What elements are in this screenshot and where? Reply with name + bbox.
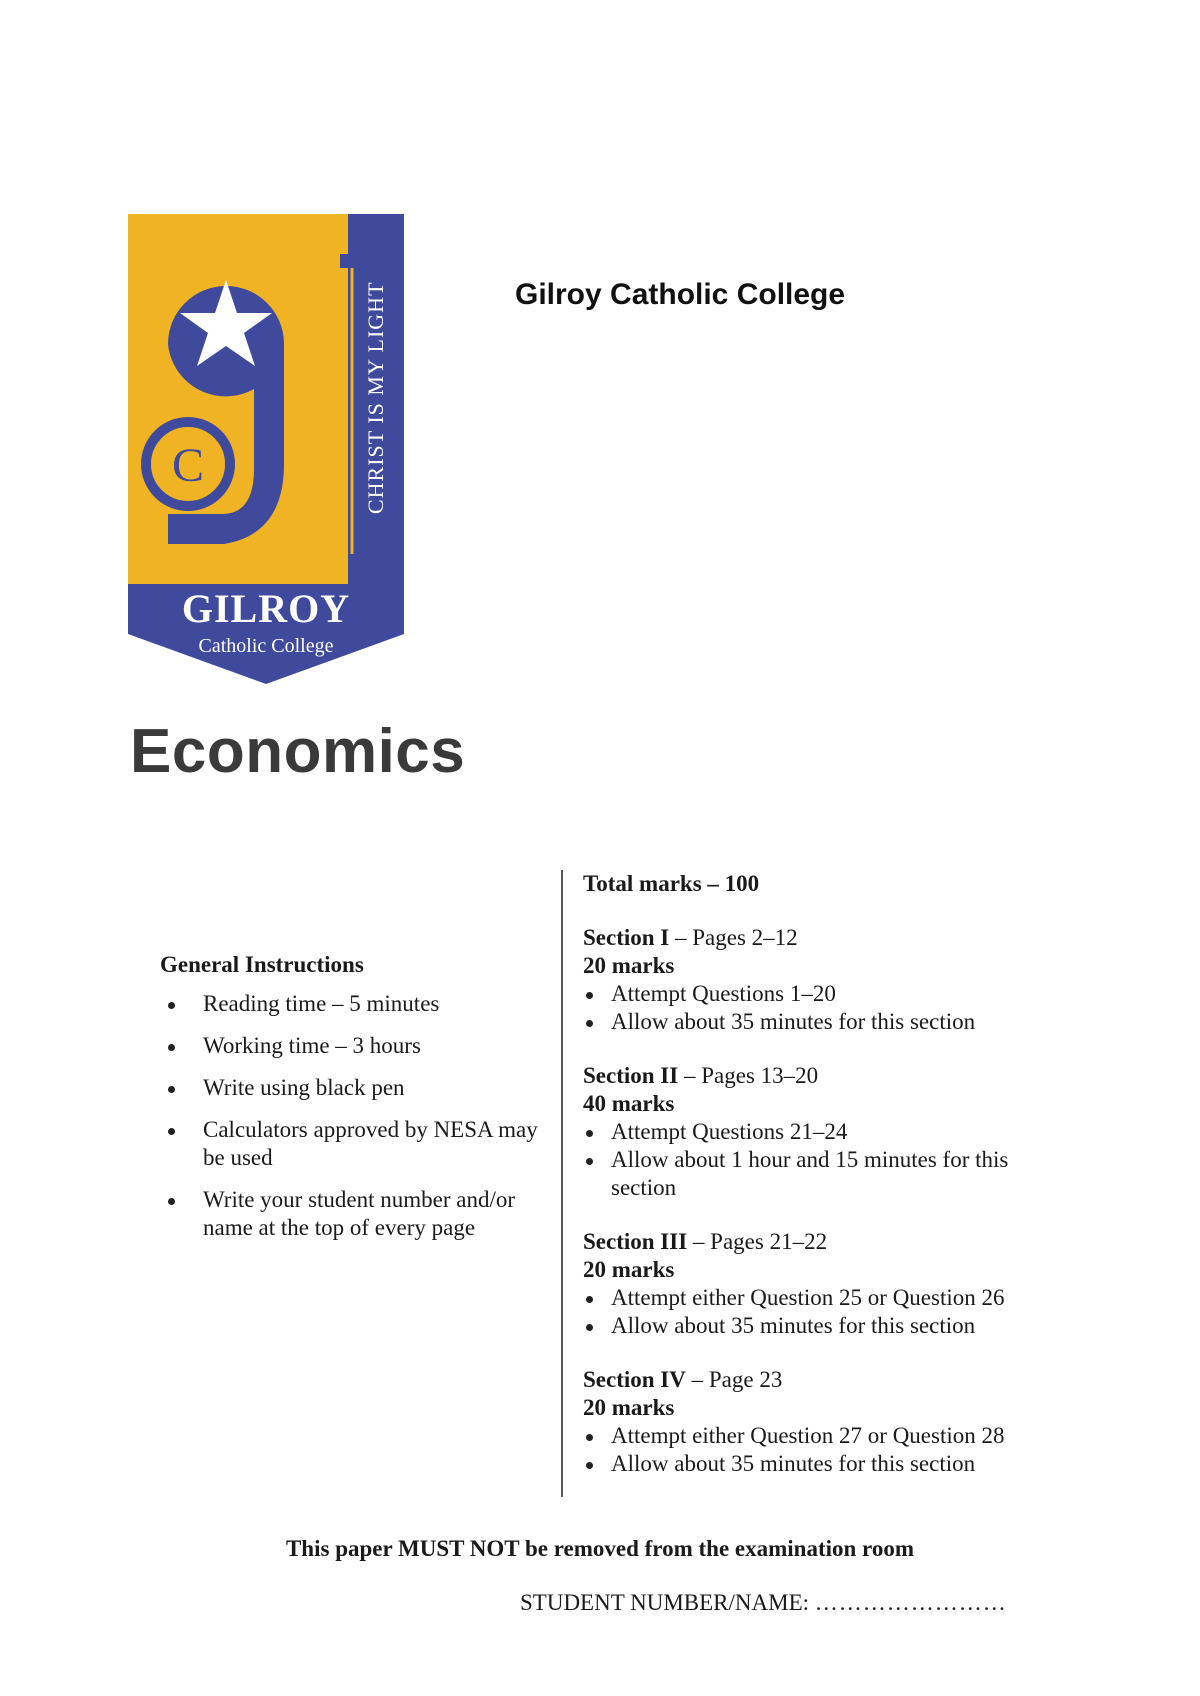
section-instruction-item: Allow about 35 minutes for this section (583, 1450, 1053, 1478)
section-pages: – Page 23 (685, 1367, 783, 1392)
instruction-item: Write your student number and/or name at the top of every page (160, 1186, 560, 1242)
section-pages: – Pages 13–20 (678, 1063, 819, 1088)
student-number-blank: …………………… (814, 1590, 1007, 1615)
section-instruction-item: Allow about 1 hour and 15 minutes for this section (583, 1146, 1053, 1202)
section-instruction-item: Attempt Questions 21–24 (583, 1118, 1053, 1146)
general-instructions-title: General Instructions (160, 952, 364, 977)
instruction-item: Calculators approved by NESA may be used (160, 1116, 560, 1172)
section-instructions (583, 1284, 1053, 1340)
section-heading (583, 1062, 1053, 1090)
section-4 (583, 1366, 1053, 1478)
crest-initial: C (171, 439, 205, 492)
section-name: Section III (583, 1229, 688, 1254)
student-number-field (520, 1590, 1007, 1616)
crest-name: GILROY (181, 586, 351, 631)
instruction-item: Working time – 3 hours (160, 1032, 560, 1060)
section-instructions (583, 1422, 1053, 1478)
college-crest-logo (128, 214, 404, 684)
section-instructions (583, 1118, 1053, 1202)
instruction-item: Write using black pen (160, 1074, 560, 1102)
student-number-label: STUDENT NUMBER/NAME: (520, 1590, 810, 1615)
section-heading (583, 924, 1053, 952)
instruction-item: Reading time – 5 minutes (160, 990, 560, 1018)
general-instructions (160, 952, 560, 1256)
crest-motto: CHRIST IS MY LIGHT (363, 281, 388, 514)
crest-cross-horizontal (340, 254, 404, 268)
section-instruction-item: Allow about 35 minutes for this section (583, 1312, 1053, 1340)
section-pages: – Pages 21–22 (687, 1229, 828, 1254)
section-2 (583, 1062, 1053, 1202)
section-marks: 40 marks (583, 1091, 675, 1116)
subject-title: Economics (130, 717, 466, 786)
exam-room-warning: This paper MUST NOT be removed from the examination room (285, 1536, 915, 1561)
section-name: Section I (583, 925, 670, 950)
section-heading (583, 1366, 1053, 1394)
section-pages: – Pages 2–12 (669, 925, 798, 950)
section-name: Section IV (583, 1367, 686, 1392)
school-name: Gilroy Catholic College (515, 278, 846, 311)
column-divider (561, 870, 563, 1497)
crest-subtitle: Catholic College (198, 635, 334, 657)
section-3 (583, 1228, 1053, 1340)
section-instructions (583, 980, 1053, 1036)
section-instruction-item: Attempt Questions 1–20 (583, 980, 1053, 1008)
section-heading (583, 1228, 1053, 1256)
section-instruction-item: Attempt either Question 25 or Question 26 (583, 1284, 1053, 1312)
section-name: Section II (583, 1063, 679, 1088)
section-instruction-item: Attempt either Question 27 or Question 28 (583, 1422, 1053, 1450)
total-marks: Total marks – 100 (583, 871, 760, 896)
section-marks: 20 marks (583, 953, 675, 978)
sections-overview (583, 870, 1053, 1504)
section-instruction-item: Allow about 35 minutes for this section (583, 1008, 1053, 1036)
section-marks: 20 marks (583, 1395, 675, 1420)
section-1 (583, 924, 1053, 1036)
section-marks: 20 marks (583, 1257, 675, 1282)
general-instructions-list (160, 990, 560, 1242)
